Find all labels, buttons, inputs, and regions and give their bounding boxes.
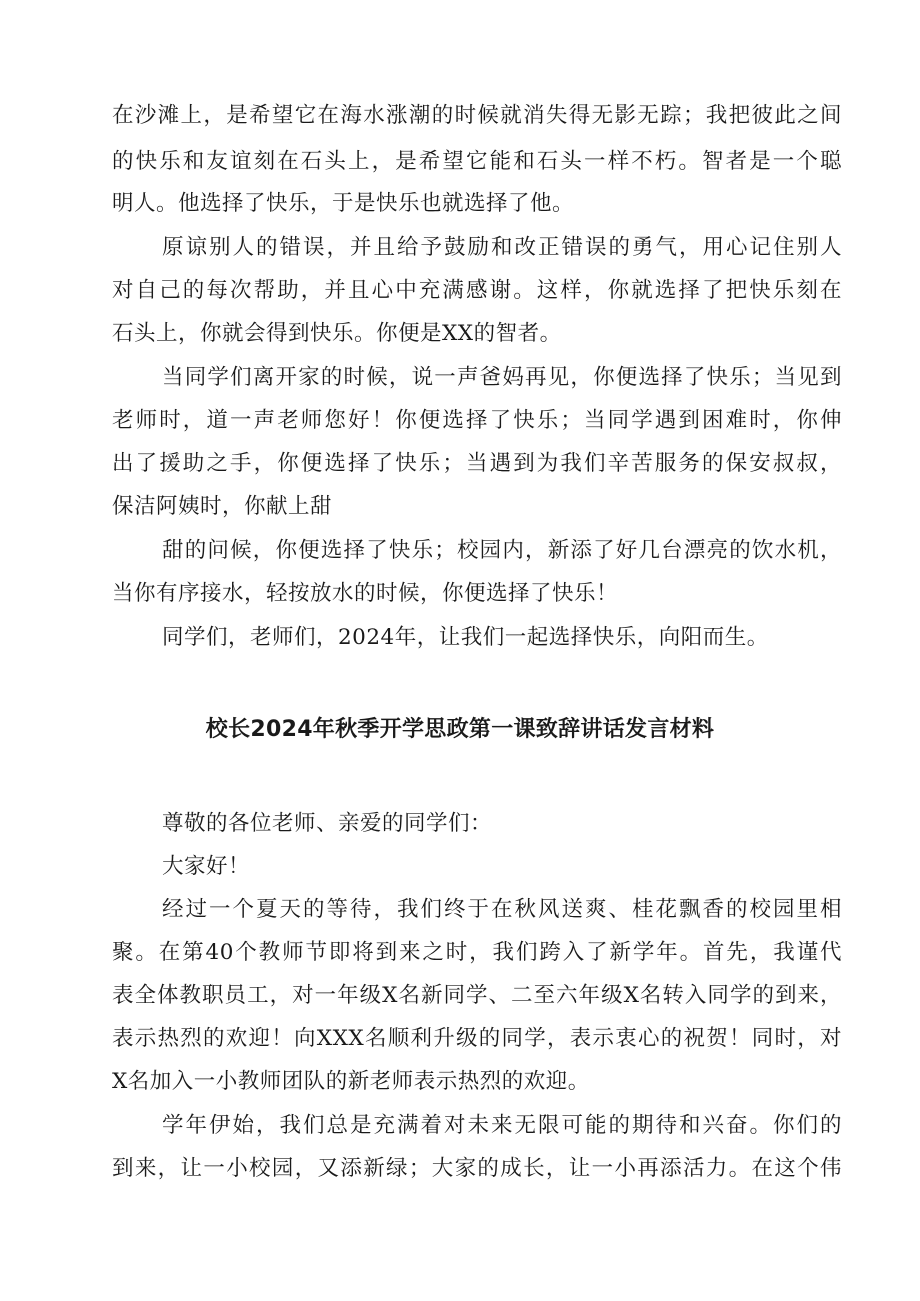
greeting: 大家好！ [162,854,251,879]
paragraph-line: 保洁阿姨时，你献上甜 [112,494,333,519]
paragraph-line: 同学们，老师们，2024年，让我们一起选择快乐，向阳而生。 [162,625,769,650]
paragraph-line: 原谅别人的错误，并且给予鼓励和改正错误的勇气，用心记住别人 [162,235,842,260]
paragraph-line: 当同学们离开家的时候，说一声爸妈再见，你便选择了快乐；当见到 [162,365,842,390]
paragraph-line: 聚。在第40个教师节即将到来之时，我们跨入了新学年。首先，我谨代 [112,940,842,965]
paragraph-line: 的快乐和友谊刻在石头上，是希望它能和石头一样不朽。智者是一个聪 [112,149,842,174]
paragraph-line: 石头上，你就会得到快乐。你便是XX的智者。 [112,321,562,346]
paragraph-line: 出了援助之手，你便选择了快乐；当遇到为我们辛苦服务的保安叔叔， [112,451,842,476]
paragraph-line: 学年伊始，我们总是充满着对未来无限可能的期待和兴奋。你们的 [162,1113,842,1138]
paragraph-line: 经过一个夏天的等待，我们终于在秋风送爽、桂花飘香的校园里相 [162,897,842,922]
paragraph-line: 对自己的每次帮助，并且心中充满感谢。这样，你就选择了把快乐刻在 [112,278,842,303]
paragraph-line: X名加入一小教师团队的新老师表示热烈的欢迎。 [112,1069,590,1094]
paragraph-line: 老师时，道一声老师您好！你便选择了快乐；当同学遇到困难时，你伸 [112,408,842,433]
paragraph-line: 在沙滩上，是希望它在海水涨潮的时候就消失得无影无踪；我把彼此之间 [112,103,842,128]
paragraph-line: 到来，让一小校园，又添新绿；大家的成长，让一小再添活力。在这个伟 [112,1156,842,1181]
salutation: 尊敬的各位老师、亲爱的同学们： [162,811,493,836]
paragraph-line: 甜的问候，你便选择了快乐；校园内，新添了好几台漂亮的饮水机， [162,538,842,563]
paragraph-line: 表全体教职员工，对一年级X名新同学、二至六年级X名转入同学的到来， [112,983,842,1008]
paragraph-line: 明人。他选择了快乐，于是快乐也就选择了他。 [112,191,575,216]
paragraph-line: 表示热烈的欢迎！向XXX名顺利升级的同学，表示衷心的祝贺！同时，对 [112,1026,842,1051]
paragraph-line: 当你有序接水，轻按放水的时候，你便选择了快乐！ [112,581,619,606]
document-title: 校长2024年秋季开学思政第一课致辞讲话发言材料 [205,717,715,742]
